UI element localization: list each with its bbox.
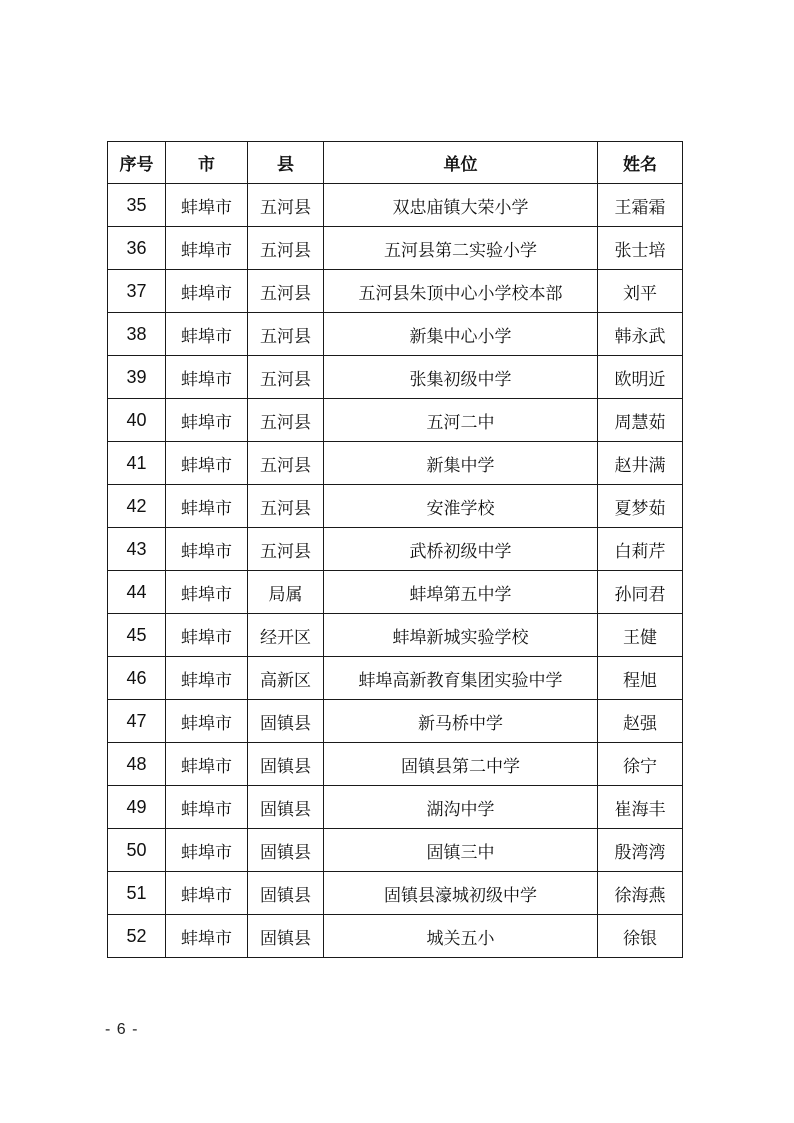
cell-city: 蚌埠市 [166,485,248,528]
cell-seq: 42 [108,485,166,528]
cell-city: 蚌埠市 [166,227,248,270]
cell-unit: 新集中学 [324,442,598,485]
cell-county: 固镇县 [248,786,324,829]
cell-name: 赵强 [598,700,683,743]
cell-county: 五河县 [248,356,324,399]
table-row [108,356,683,399]
cell-unit: 五河县第二实验小学 [324,227,598,270]
cell-county: 固镇县 [248,829,324,872]
table-row [108,743,683,786]
cell-unit: 武桥初级中学 [324,528,598,571]
cell-seq: 52 [108,915,166,958]
cell-name: 白莉芹 [598,528,683,571]
cell-unit: 五河二中 [324,399,598,442]
cell-unit: 新集中心小学 [324,313,598,356]
cell-county: 固镇县 [248,700,324,743]
header-unit: 单位 [324,142,598,184]
table-row [108,700,683,743]
cell-seq: 50 [108,829,166,872]
cell-seq: 51 [108,872,166,915]
cell-county: 五河县 [248,485,324,528]
cell-name: 王健 [598,614,683,657]
table-row [108,614,683,657]
table-row [108,184,683,227]
table-row [108,829,683,872]
cell-name: 刘平 [598,270,683,313]
table-row [108,313,683,356]
table-row [108,528,683,571]
cell-county: 固镇县 [248,743,324,786]
cell-county: 局属 [248,571,324,614]
cell-county: 五河县 [248,184,324,227]
cell-name: 赵井满 [598,442,683,485]
header-city: 市 [166,142,248,184]
cell-name: 王霜霜 [598,184,683,227]
cell-unit: 蚌埠新城实验学校 [324,614,598,657]
cell-city: 蚌埠市 [166,270,248,313]
cell-city: 蚌埠市 [166,786,248,829]
cell-seq: 48 [108,743,166,786]
cell-seq: 40 [108,399,166,442]
cell-name: 徐银 [598,915,683,958]
cell-seq: 39 [108,356,166,399]
cell-seq: 35 [108,184,166,227]
cell-county: 固镇县 [248,872,324,915]
cell-unit: 蚌埠第五中学 [324,571,598,614]
cell-county: 经开区 [248,614,324,657]
cell-city: 蚌埠市 [166,700,248,743]
cell-seq: 46 [108,657,166,700]
cell-unit: 双忠庙镇大荣小学 [324,184,598,227]
cell-seq: 37 [108,270,166,313]
cell-name: 崔海丰 [598,786,683,829]
table-row [108,270,683,313]
cell-city: 蚌埠市 [166,356,248,399]
cell-name: 欧明近 [598,356,683,399]
cell-county: 五河县 [248,227,324,270]
cell-city: 蚌埠市 [166,399,248,442]
table-row [108,442,683,485]
cell-seq: 49 [108,786,166,829]
cell-seq: 44 [108,571,166,614]
table-header-row [108,142,683,184]
cell-city: 蚌埠市 [166,184,248,227]
table-row [108,872,683,915]
cell-seq: 36 [108,227,166,270]
table-row [108,915,683,958]
cell-unit: 张集初级中学 [324,356,598,399]
cell-name: 韩永武 [598,313,683,356]
cell-unit: 湖沟中学 [324,786,598,829]
table-row [108,571,683,614]
cell-county: 五河县 [248,442,324,485]
cell-county: 五河县 [248,313,324,356]
table-row [108,786,683,829]
cell-name: 孙同君 [598,571,683,614]
cell-city: 蚌埠市 [166,915,248,958]
page-number: - 6 - [105,1021,139,1038]
cell-county: 固镇县 [248,915,324,958]
cell-city: 蚌埠市 [166,872,248,915]
cell-name: 徐海燕 [598,872,683,915]
cell-seq: 43 [108,528,166,571]
table-row [108,657,683,700]
cell-city: 蚌埠市 [166,442,248,485]
cell-seq: 38 [108,313,166,356]
cell-city: 蚌埠市 [166,657,248,700]
cell-unit: 固镇三中 [324,829,598,872]
cell-unit: 五河县朱顶中心小学校本部 [324,270,598,313]
table-row [108,227,683,270]
cell-seq: 41 [108,442,166,485]
table-row [108,399,683,442]
cell-city: 蚌埠市 [166,571,248,614]
cell-name: 夏梦茹 [598,485,683,528]
cell-city: 蚌埠市 [166,743,248,786]
cell-seq: 47 [108,700,166,743]
cell-name: 程旭 [598,657,683,700]
header-name: 姓名 [598,142,683,184]
cell-city: 蚌埠市 [166,614,248,657]
cell-city: 蚌埠市 [166,528,248,571]
cell-name: 徐宁 [598,743,683,786]
cell-name: 张士培 [598,227,683,270]
cell-county: 五河县 [248,528,324,571]
cell-name: 殷湾湾 [598,829,683,872]
table-row [108,485,683,528]
cell-seq: 45 [108,614,166,657]
cell-unit: 安淮学校 [324,485,598,528]
cell-city: 蚌埠市 [166,313,248,356]
cell-unit: 新马桥中学 [324,700,598,743]
cell-city: 蚌埠市 [166,829,248,872]
cell-unit: 固镇县第二中学 [324,743,598,786]
cell-unit: 城关五小 [324,915,598,958]
header-county: 县 [248,142,324,184]
cell-unit: 固镇县濠城初级中学 [324,872,598,915]
cell-name: 周慧茹 [598,399,683,442]
cell-county: 高新区 [248,657,324,700]
header-seq: 序号 [108,142,166,184]
cell-county: 五河县 [248,399,324,442]
cell-county: 五河县 [248,270,324,313]
roster-table [107,141,683,958]
cell-unit: 蚌埠高新教育集团实验中学 [324,657,598,700]
